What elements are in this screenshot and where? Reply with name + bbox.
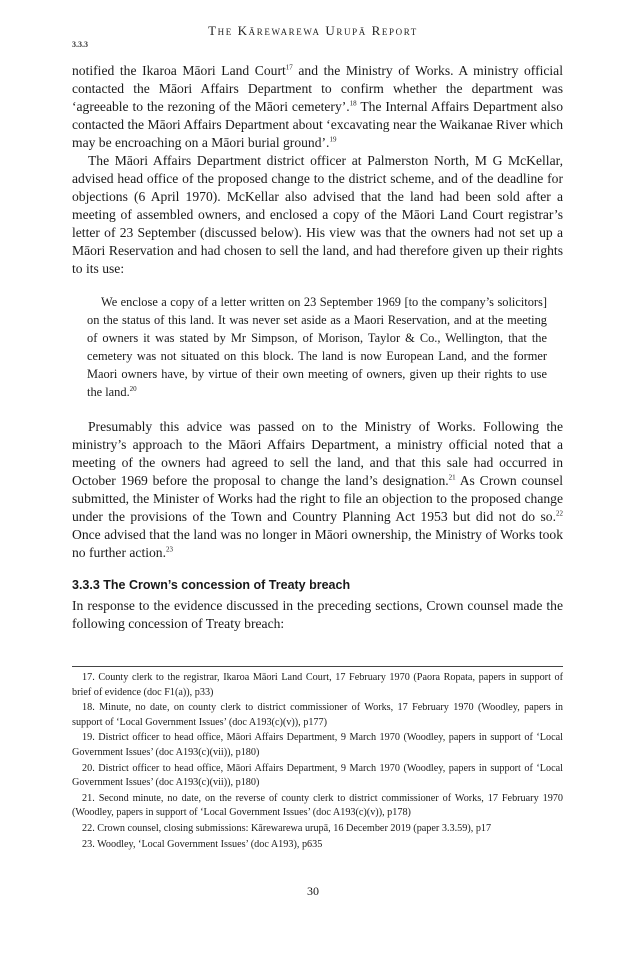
block-quote-text: We enclose a copy of a letter written on 23 September 1969 [to the company’s solicitors] on the status of this land. It was never set aside as a Maori Reservation, and at the meeting of owners it was stated by Mr Simpson, of Morison, Taylor & Co., Wellington, that the cemetery was not situated on this block. The land is now European Land, and the former Maori owners have, by virtue of their own meeting of owners, given up their rights to use the land. [87,295,547,399]
footnote-ref-18[interactable]: 18 [349,99,357,108]
section-heading: 3.3.3 The Crown’s concession of Treaty breach [72,578,351,592]
footnote-23: 23. Woodley, ‘Local Government Issues’ (doc A193), p635 [82,838,323,850]
footnote-22: 22. Crown counsel, closing submissions: Kārewarewa urupā, 16 December 2019 (paper 3.3.59), p17 [82,822,492,834]
paragraph-1-part-c: The Internal Affairs Department also contacted the Māori Affairs Department about ‘excavating near the Waikanae River which may be encroaching on a Māori burial ground’. [72,99,563,150]
footnote-18: 18. Minute, no date, on county clerk to district commissioner of Works, 17 February 1970 (Woodley, papers in support of ‘Local Government Issues’ (doc A193(c)(v)), p177) [72,702,563,728]
footnote-17: 17. County clerk to the registrar, Ikaroa Māori Land Court, 17 February 1970 (Paora Ropata, papers in support of brief of evidence (doc F1(a)), p33) [72,672,563,698]
paragraph-3 [72,418,563,562]
paragraph-4: In response to the evidence discussed in the preceding sections, Crown counsel made the following concession of Treaty breach: [72,598,563,631]
footnotes [72,671,563,853]
paragraph-1-part-b: and the Ministry of Works. A ministry official contacted the Māori Affairs Department to confirm whether the department was ‘agreeable to the rezoning of the Māori cemetery’. [72,63,563,114]
footnote-ref-19[interactable]: 19 [329,135,337,144]
block-quote [87,293,547,401]
footnote-ref-22[interactable]: 22 [556,509,563,518]
footnote-ref-17[interactable]: 17 [285,63,293,72]
footnote-21: 21. Second minute, no date, on the reverse of county clerk to district commissioner of Works, 17 February 1970 (Woodley, papers in support of ‘Local Government Issues’ (doc A193(c)(v)), p178) [72,792,563,819]
running-head: The Kārewarewa Urupā Report [208,23,418,38]
footnote-divider [72,666,563,667]
footnote-19: 19. District officer to head office, Māori Affairs Department, 9 March 1970 (Woodley, papers in support of ‘Local Government Issues’ (doc A193(c)(vii)), p180) [72,732,563,758]
footnote-20: 20. District officer to head office, Māori Affairs Department, 9 March 1970 (Woodley, papers in support of ‘Local Government Issues’ (doc A193(c)(vii)), p180) [72,762,563,789]
paragraph-1 [72,62,563,152]
footnote-ref-20[interactable]: 20 [129,384,137,393]
page-number: 30 [307,884,319,898]
paragraph-3-part-b: As Crown counsel submitted, the Minister of Works had the right to file an objection to the proposed change under the provisions of the Town and Country Planning Act 1953 but did not do so. [72,473,563,524]
footnote-ref-23[interactable]: 23 [166,545,173,554]
section-marker: 3.3.3 [72,40,88,49]
paragraph-2: The Māori Affairs Department district officer at Palmerston North, M G McKellar, advised head office of the proposed change to the district scheme, and of the deadline for objections (6 April 1970). McKellar also advised that the land had been sold after a meeting of assembled owners, and enclosed a copy of the Māori Land Court registrar’s letter of 23 September (discussed below). His view was that the owners had not set up a Māori Reservation and had chosen to sell the land, and had therefore given up their rights to its use: [72,153,563,276]
paragraph-1-part-a: notified the Ikaroa Māori Land Court [72,63,286,78]
paragraph-3-part-a: Presumably this advice was passed on to the Ministry of Works. Following the ministry’s approach to the Māori Affairs Department, a ministry official noted that a meeting of the owners had agreed to sell the land, and that this sale had occurred in October 1969 before the proposal to change the land’s designation. [72,419,563,488]
paragraph-3-part-c: Once advised that the land was no longer in Māori ownership, the Ministry of Works took no further action. [72,527,563,560]
footnote-ref-21[interactable]: 21 [448,473,456,482]
